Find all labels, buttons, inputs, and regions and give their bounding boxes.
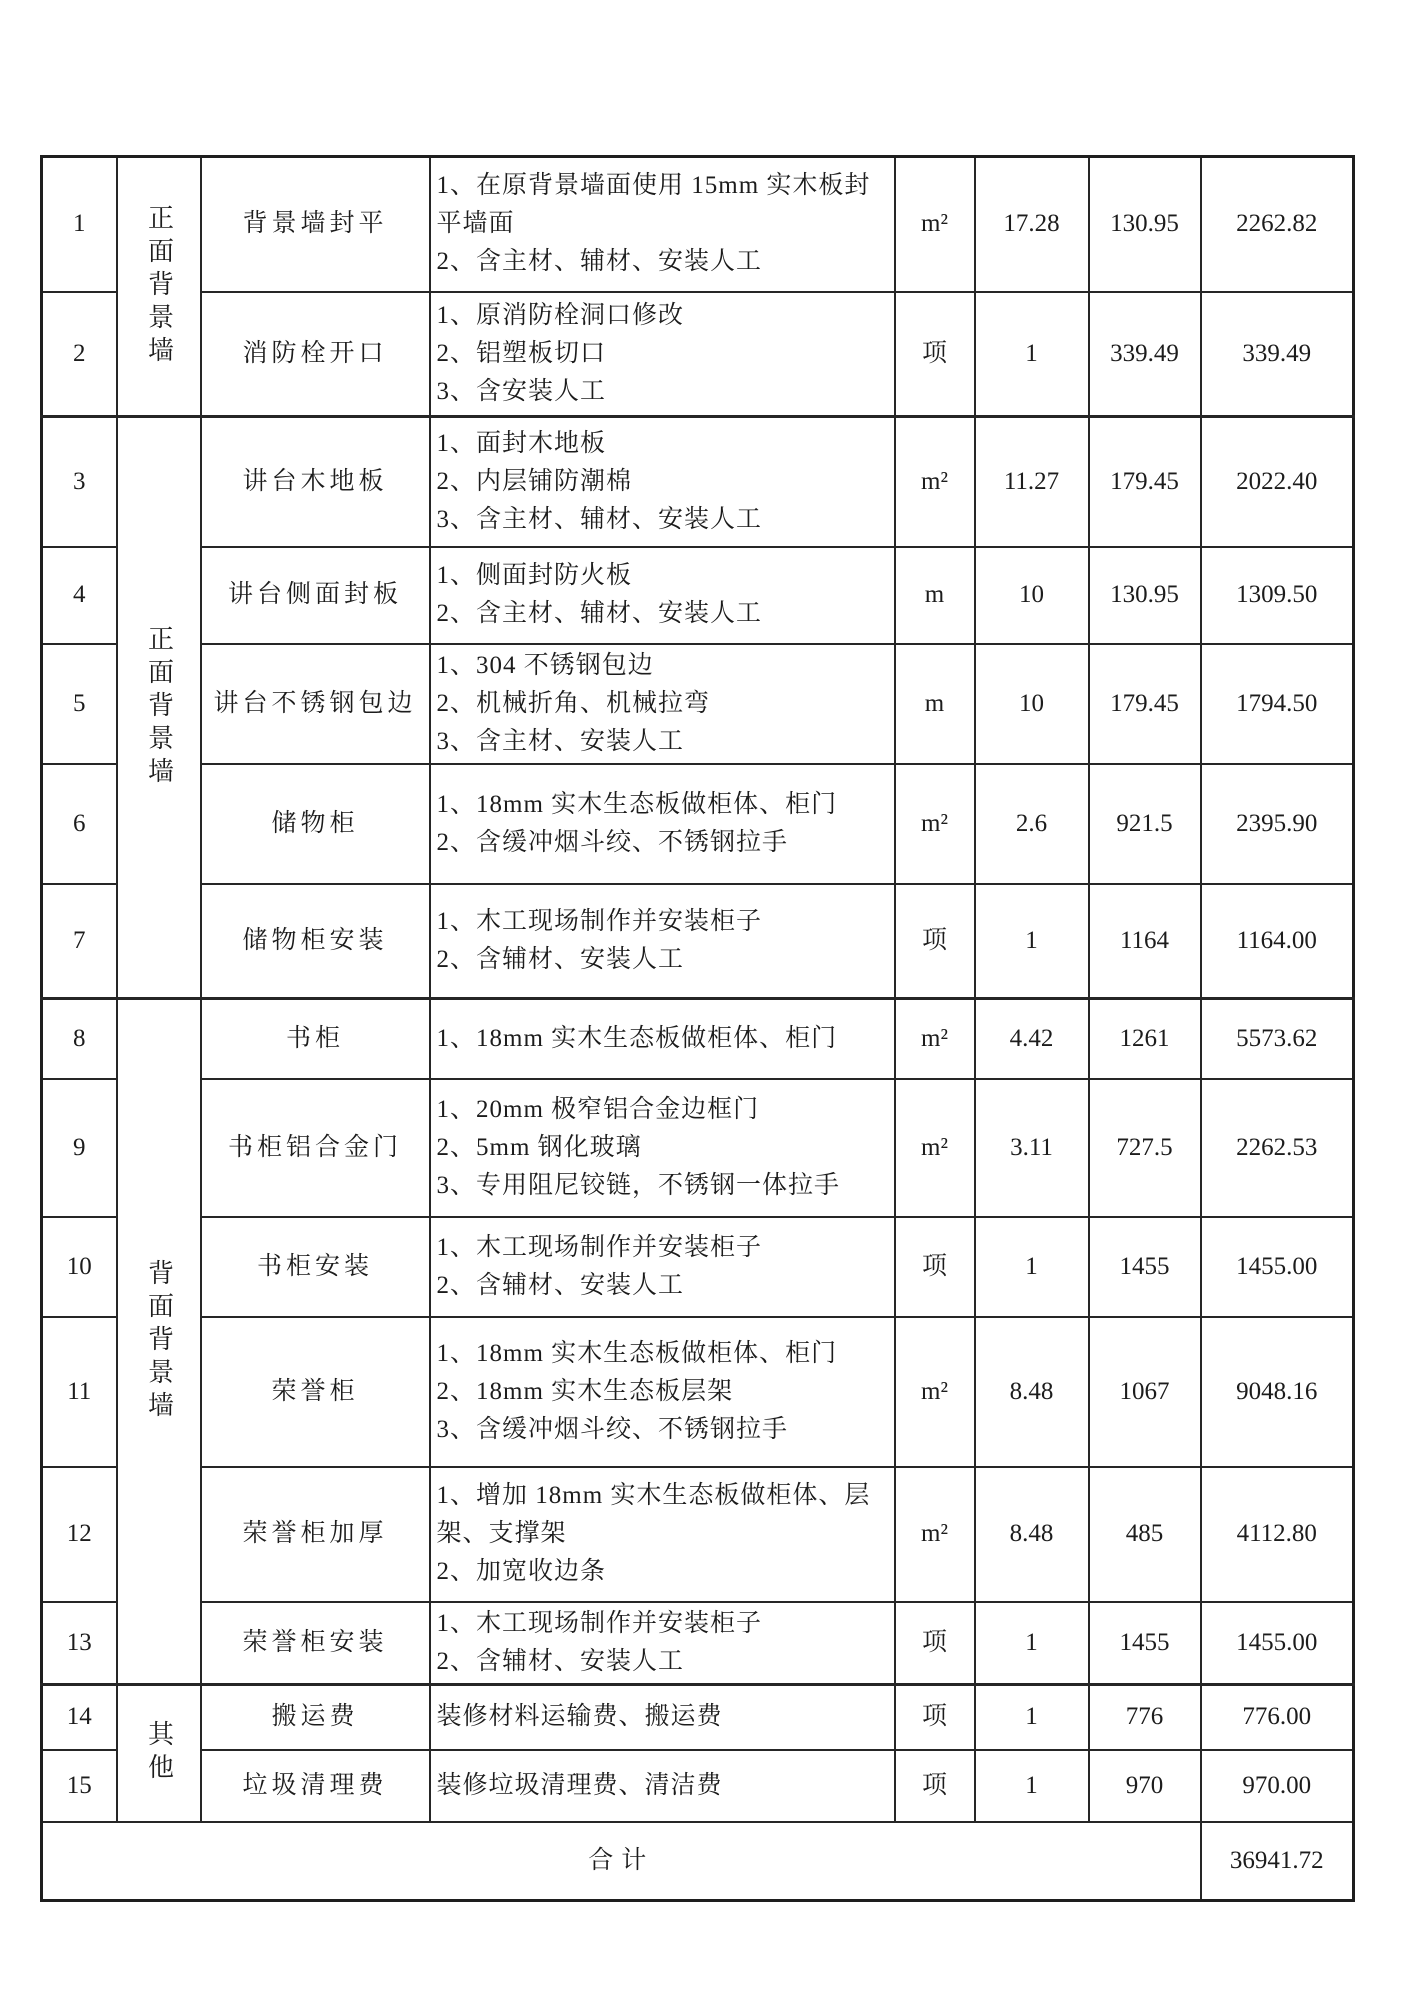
quantity-cell: 1 <box>975 1217 1089 1317</box>
amount-cell: 2262.82 <box>1201 157 1354 292</box>
amount-cell: 1164.00 <box>1201 884 1354 999</box>
desc-line: 3、含安装人工 <box>436 377 607 405</box>
table-row <box>42 1684 1354 1750</box>
item-cell: 背景墙封平 <box>201 157 430 292</box>
row-number-cell: 13 <box>42 1602 117 1685</box>
unit-price-cell: 130.95 <box>1089 547 1201 644</box>
description-cell <box>430 1217 895 1317</box>
description-cell <box>430 644 895 764</box>
row-number-cell: 11 <box>42 1317 117 1467</box>
quotation-table <box>40 155 1355 1902</box>
unit-price-cell: 1164 <box>1089 884 1201 999</box>
item-cell: 垃圾清理费 <box>201 1750 430 1822</box>
table-row <box>42 1602 1354 1685</box>
desc-line: 1、原消防栓洞口修改 <box>436 301 685 329</box>
unit-cell: 项 <box>895 884 975 999</box>
unit-cell: m² <box>895 1467 975 1602</box>
description-cell <box>430 1684 895 1750</box>
table-row <box>42 1317 1354 1467</box>
amount-cell: 4112.80 <box>1201 1467 1354 1602</box>
quantity-cell: 17.28 <box>975 157 1089 292</box>
unit-cell: 项 <box>895 1684 975 1750</box>
unit-price-cell: 970 <box>1089 1750 1201 1822</box>
desc-line: 2、含辅材、安装人工 <box>436 1271 685 1299</box>
row-number-cell: 2 <box>42 292 117 417</box>
category-label: 背面背景墙 <box>144 1258 174 1424</box>
row-number-cell: 12 <box>42 1467 117 1602</box>
unit-cell: m² <box>895 764 975 884</box>
desc-line: 1、侧面封防火板 <box>436 562 633 589</box>
table-row <box>42 1467 1354 1602</box>
amount-cell: 970.00 <box>1201 1750 1354 1822</box>
item-cell: 荣誉柜加厚 <box>201 1467 430 1602</box>
row-number-cell: 3 <box>42 417 117 547</box>
quantity-cell: 3.11 <box>975 1079 1089 1217</box>
quantity-cell: 8.48 <box>975 1317 1089 1467</box>
row-number-cell: 8 <box>42 999 117 1079</box>
table-row <box>42 547 1354 644</box>
desc-line: 1、18mm 实木生态板做柜体、柜门 <box>436 1024 838 1052</box>
unit-price-cell: 179.45 <box>1089 417 1201 547</box>
category-cell <box>117 157 201 417</box>
item-cell: 讲台侧面封板 <box>201 547 430 644</box>
quantity-cell: 1 <box>975 1750 1089 1822</box>
amount-cell: 2022.40 <box>1201 417 1354 547</box>
desc-line: 2、加宽收边条 <box>436 1558 607 1585</box>
desc-line: 1、18mm 实木生态板做柜体、柜门 <box>436 790 838 818</box>
unit-price-cell: 1455 <box>1089 1602 1201 1685</box>
category-cell <box>117 999 201 1685</box>
description-cell <box>430 1750 895 1822</box>
description-cell <box>430 1079 895 1217</box>
table-row <box>42 1079 1354 1217</box>
desc-line: 装修垃圾清理费、清洁费 <box>436 1772 723 1799</box>
item-cell: 荣誉柜 <box>201 1317 430 1467</box>
unit-price-cell: 1261 <box>1089 999 1201 1079</box>
category-label: 其他 <box>144 1720 174 1787</box>
table-row <box>42 999 1354 1079</box>
amount-cell: 2262.53 <box>1201 1079 1354 1217</box>
category-cell <box>117 1684 201 1822</box>
unit-cell: m <box>895 547 975 644</box>
unit-price-cell: 921.5 <box>1089 764 1201 884</box>
total-label-cell: 合计 <box>42 1822 1201 1900</box>
category-label: 正面背景墙 <box>144 625 174 790</box>
quantity-cell: 11.27 <box>975 417 1089 547</box>
desc-line: 3、含主材、辅材、安装人工 <box>436 505 763 533</box>
desc-line: 2、含辅材、安装人工 <box>436 1647 685 1675</box>
item-cell: 书柜 <box>201 999 430 1079</box>
description-cell <box>430 1467 895 1602</box>
unit-cell: m <box>895 644 975 764</box>
desc-line: 1、面封木地板 <box>436 429 607 457</box>
unit-price-cell: 179.45 <box>1089 644 1201 764</box>
desc-line: 2、18mm 实木生态板层架 <box>436 1377 734 1405</box>
table-row <box>42 292 1354 417</box>
desc-line: 2、含缓冲烟斗绞、不锈钢拉手 <box>436 828 789 856</box>
item-cell: 储物柜 <box>201 764 430 884</box>
total-amount-cell: 36941.72 <box>1201 1822 1354 1900</box>
unit-cell: 项 <box>895 1602 975 1685</box>
quantity-cell: 10 <box>975 547 1089 644</box>
quantity-cell: 1 <box>975 884 1089 999</box>
unit-price-cell: 130.95 <box>1089 157 1201 292</box>
amount-cell: 2395.90 <box>1201 764 1354 884</box>
table-row <box>42 1217 1354 1317</box>
unit-cell: m² <box>895 417 975 547</box>
unit-price-cell: 485 <box>1089 1467 1201 1602</box>
item-cell: 消防栓开口 <box>201 292 430 417</box>
description-cell <box>430 547 895 644</box>
desc-line: 1、20mm 极窄铝合金边框门 <box>436 1095 760 1123</box>
unit-price-cell: 1455 <box>1089 1217 1201 1317</box>
desc-line: 3、专用阻尼铰链，不锈钢一体拉手 <box>436 1171 841 1199</box>
desc-line: 1、18mm 实木生态板做柜体、柜门 <box>436 1339 838 1367</box>
unit-price-cell: 776 <box>1089 1684 1201 1750</box>
description-cell <box>430 292 895 417</box>
quantity-cell: 8.48 <box>975 1467 1089 1602</box>
description-cell <box>430 764 895 884</box>
item-cell: 书柜铝合金门 <box>201 1079 430 1217</box>
description-cell <box>430 417 895 547</box>
desc-line: 1、木工现场制作并安装柜子 <box>436 1609 763 1637</box>
unit-price-cell: 1067 <box>1089 1317 1201 1467</box>
quantity-cell: 1 <box>975 1602 1089 1685</box>
amount-cell: 1309.50 <box>1201 547 1354 644</box>
description-cell <box>430 157 895 292</box>
item-cell: 讲台不锈钢包边 <box>201 644 430 764</box>
total-row <box>42 1822 1354 1900</box>
quantity-cell: 1 <box>975 1684 1089 1750</box>
unit-cell: m² <box>895 999 975 1079</box>
description-cell <box>430 1317 895 1467</box>
desc-line: 2、含主材、辅材、安装人工 <box>436 248 763 276</box>
description-cell <box>430 1602 895 1685</box>
item-cell: 书柜安装 <box>201 1217 430 1317</box>
quantity-cell: 1 <box>975 292 1089 417</box>
amount-cell: 5573.62 <box>1201 999 1354 1079</box>
table-row <box>42 764 1354 884</box>
item-cell: 储物柜安装 <box>201 884 430 999</box>
quantity-cell: 10 <box>975 644 1089 764</box>
row-number-cell: 4 <box>42 547 117 644</box>
desc-line: 1、木工现场制作并安装柜子 <box>436 907 763 935</box>
row-number-cell: 6 <box>42 764 117 884</box>
row-number-cell: 5 <box>42 644 117 764</box>
unit-cell: 项 <box>895 292 975 417</box>
desc-line: 装修材料运输费、搬运费 <box>436 1703 723 1731</box>
category-label: 正面背景墙 <box>144 204 174 369</box>
desc-line: 2、含辅材、安装人工 <box>436 945 685 973</box>
category-cell <box>117 417 201 999</box>
amount-cell: 776.00 <box>1201 1684 1354 1750</box>
unit-cell: m² <box>895 1079 975 1217</box>
desc-line: 1、木工现场制作并安装柜子 <box>436 1233 763 1261</box>
unit-cell: m² <box>895 1317 975 1467</box>
row-number-cell: 7 <box>42 884 117 999</box>
desc-line: 2、内层铺防潮棉 <box>436 467 633 495</box>
table-row <box>42 884 1354 999</box>
amount-cell: 1794.50 <box>1201 644 1354 764</box>
unit-cell: m² <box>895 157 975 292</box>
desc-line: 3、含缓冲烟斗绞、不锈钢拉手 <box>436 1415 789 1443</box>
desc-line: 3、含主材、安装人工 <box>436 727 685 755</box>
desc-line: 1、增加 18mm 实木生态板做柜体、层架、支撑架 <box>436 1482 871 1547</box>
row-number-cell: 15 <box>42 1750 117 1822</box>
unit-price-cell: 339.49 <box>1089 292 1201 417</box>
amount-cell: 1455.00 <box>1201 1602 1354 1685</box>
quantity-cell: 4.42 <box>975 999 1089 1079</box>
desc-line: 1、304 不锈钢包边 <box>436 651 654 679</box>
table-row <box>42 157 1354 292</box>
desc-line: 2、5mm 钢化玻璃 <box>436 1133 642 1161</box>
description-cell <box>430 884 895 999</box>
row-number-cell: 9 <box>42 1079 117 1217</box>
desc-line: 2、机械折角、机械拉弯 <box>436 689 711 717</box>
table-row <box>42 1750 1354 1822</box>
item-cell: 搬运费 <box>201 1684 430 1750</box>
unit-price-cell: 727.5 <box>1089 1079 1201 1217</box>
amount-cell: 339.49 <box>1201 292 1354 417</box>
item-cell: 荣誉柜安装 <box>201 1602 430 1685</box>
row-number-cell: 1 <box>42 157 117 292</box>
item-cell: 讲台木地板 <box>201 417 430 547</box>
amount-cell: 9048.16 <box>1201 1317 1354 1467</box>
row-number-cell: 14 <box>42 1684 117 1750</box>
unit-cell: 项 <box>895 1750 975 1822</box>
desc-line: 2、含主材、辅材、安装人工 <box>436 600 763 627</box>
desc-line: 2、铝塑板切口 <box>436 339 607 367</box>
amount-cell: 1455.00 <box>1201 1217 1354 1317</box>
unit-cell: 项 <box>895 1217 975 1317</box>
table-row <box>42 644 1354 764</box>
desc-line: 1、在原背景墙面使用 15mm 实木板封平墙面 <box>436 172 871 238</box>
table-row <box>42 417 1354 547</box>
quantity-cell: 2.6 <box>975 764 1089 884</box>
description-cell <box>430 999 895 1079</box>
row-number-cell: 10 <box>42 1217 117 1317</box>
